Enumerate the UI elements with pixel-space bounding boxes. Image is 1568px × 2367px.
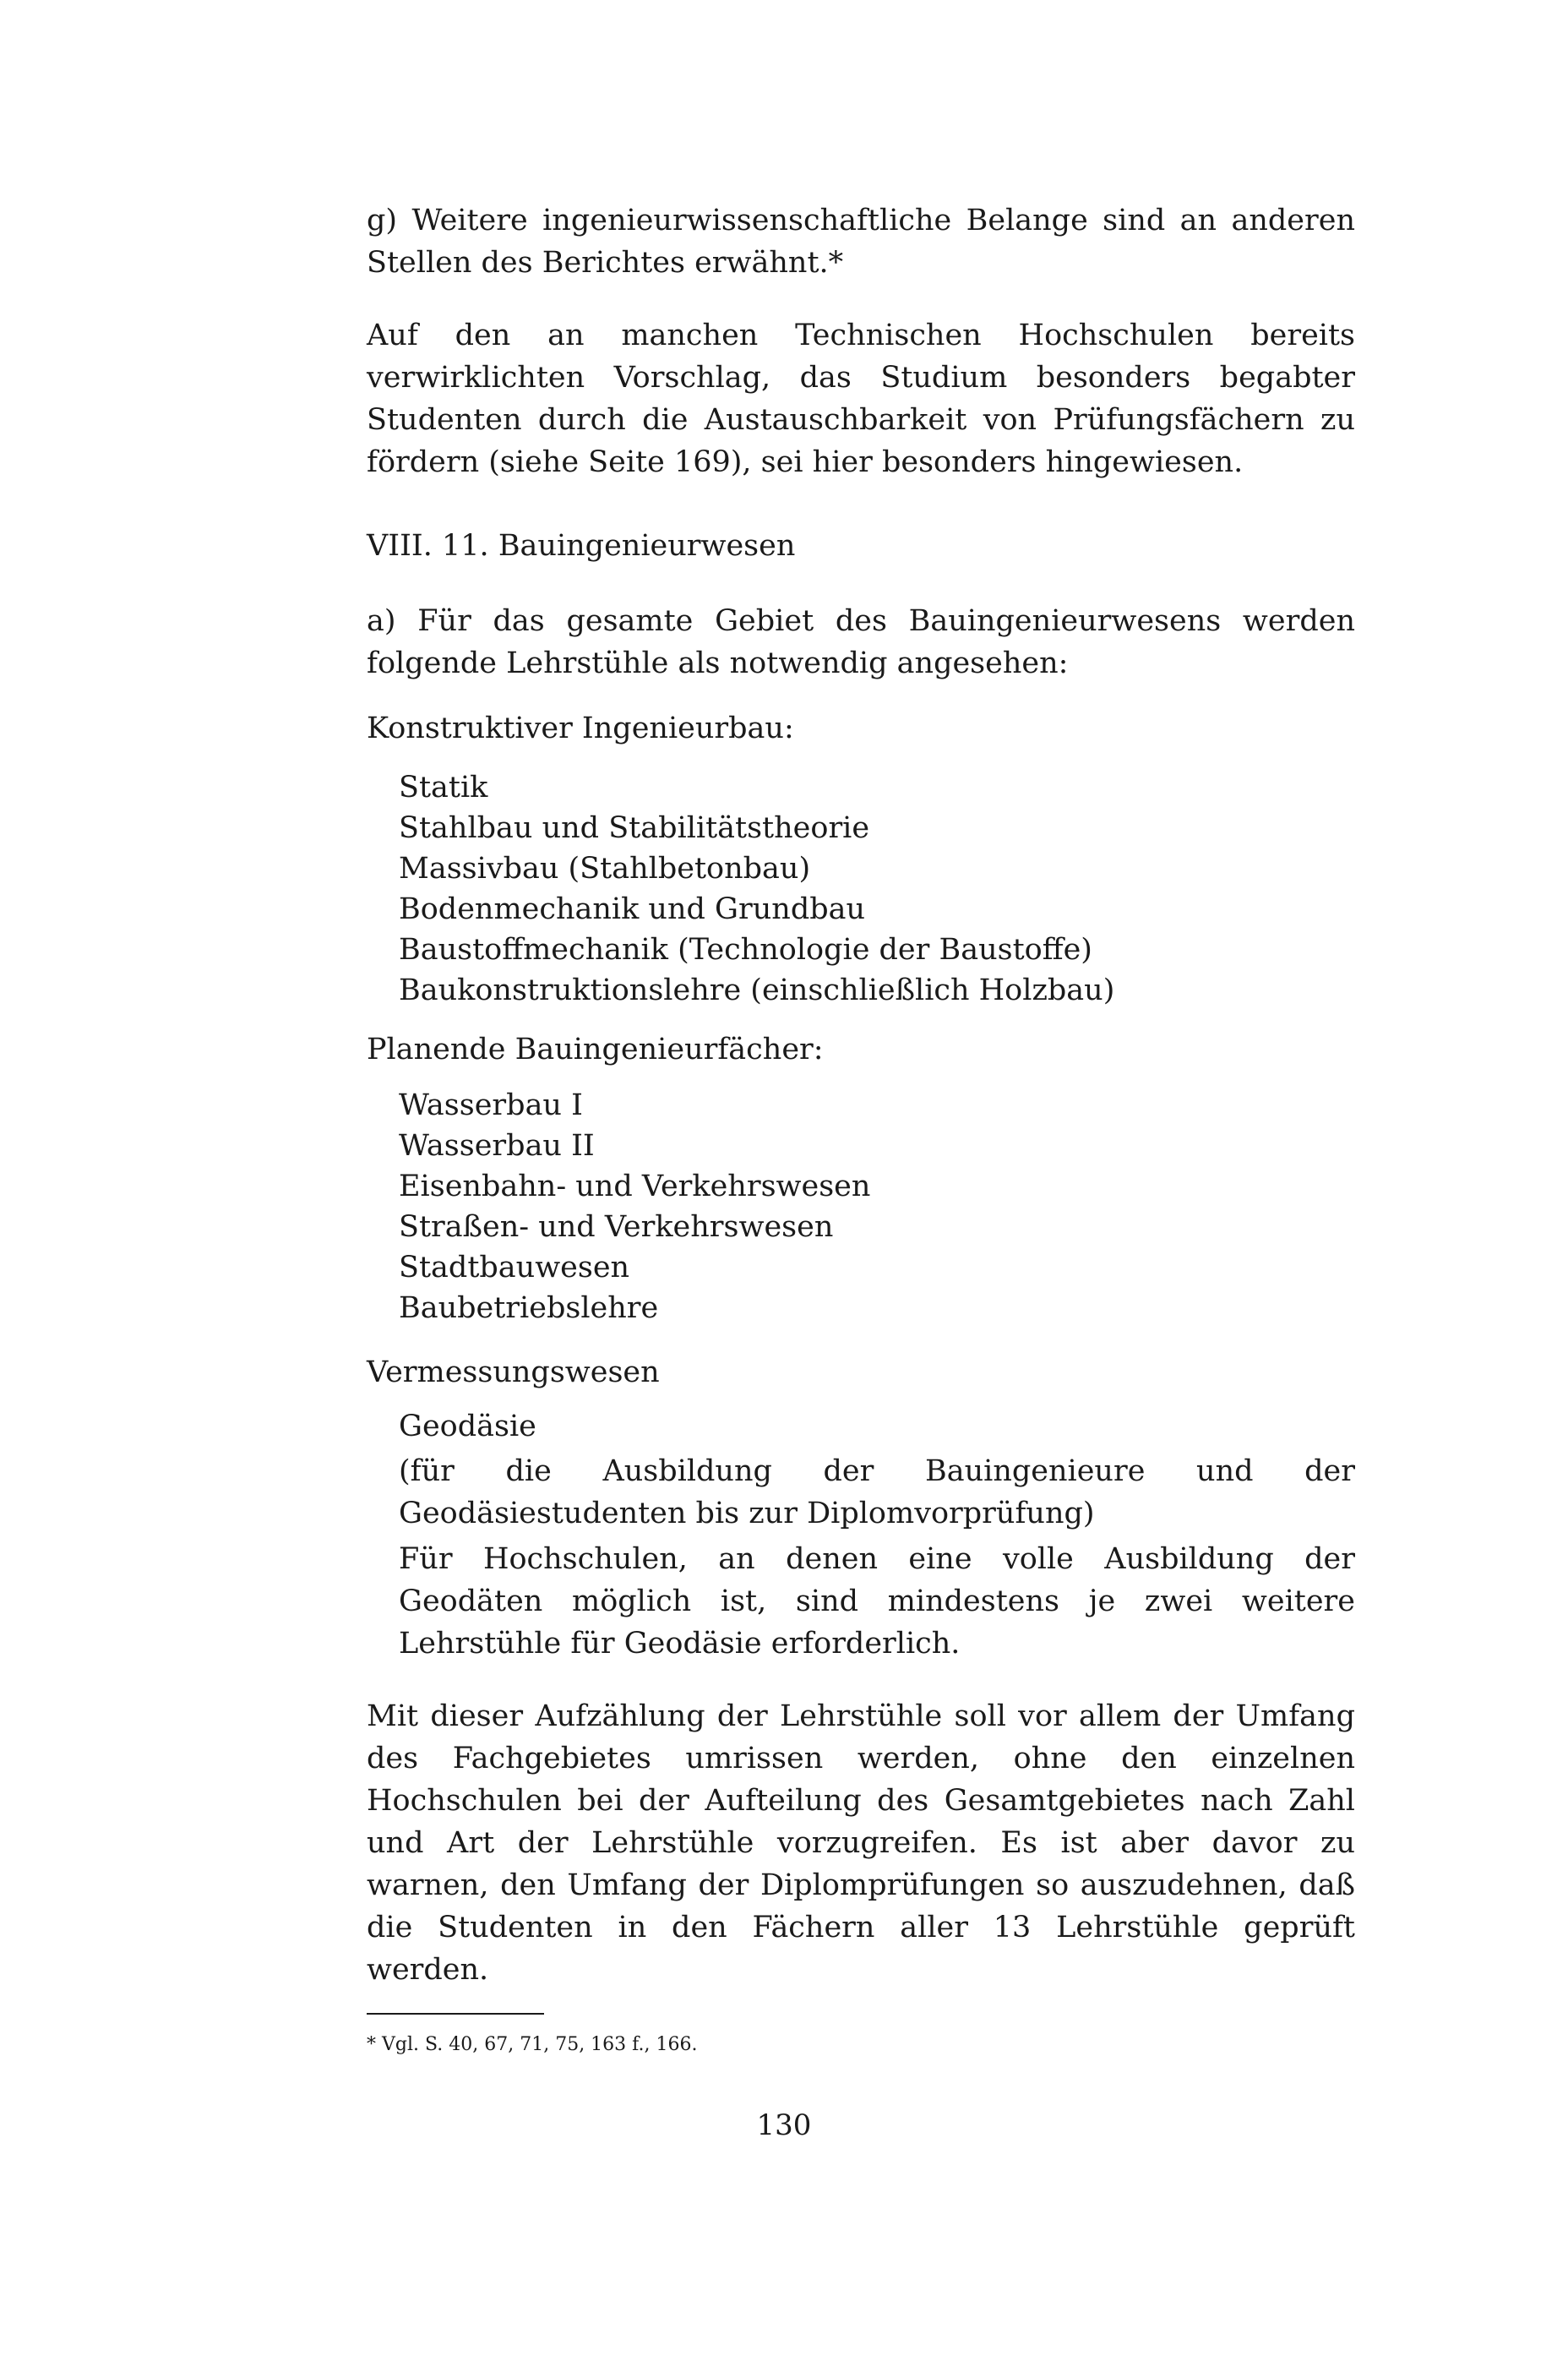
footnote: * Vgl. S. 40, 67, 71, 75, 163 f., 166. — [367, 2034, 698, 2055]
group-label-planend: Planende Bauingenieurfächer: — [367, 1033, 824, 1066]
section-g-paragraph: g) Weitere ingenieurwissenschaftliche Belange sind an anderen Stellen des Berichtes erwähnt.* — [367, 204, 1355, 280]
closing-paragraph: Mit dieser Aufzählung der Lehrstühle soll vor allem der Umfang des Fachgebietes umrissen werden, ohne den einzelnen Hochschulen bei der Aufteilung des Gesamtgebietes nach Zahl und Art der Lehrstühle vorzugreifen. Es ist aber davor zu warnen, den Umfang der Diplomprüfungen so auszudehnen, daß die Studenten in den Fächern aller 13 Lehrstühle geprüft werden. — [367, 1699, 1355, 1987]
section-heading — [367, 529, 795, 563]
geodaesie-note: (für die Ausbildung der Bauingenieure und der Geodäsiestudenten bis zur Diplomvorprüfung) — [399, 1454, 1355, 1530]
section-title: Bauingenieurwesen — [498, 529, 796, 563]
list-item: Eisenbahn- und Verkehrswesen — [399, 1170, 871, 1203]
vorschlag-paragraph: Auf den an manchen Technischen Hochschulen bereits verwirklichten Vorschlag, das Studium besonders begabter Studenten durch die Austauschbarkeit von Prüfungsfächern zu fördern (siehe Seite 169), sei hier besonders hingewiesen. — [367, 319, 1355, 479]
geodaesie-hochschulen: Für Hochschulen, an denen eine volle Ausbildung der Geodäten möglich ist, sind mindestens je zwei weitere Lehrstühle für Geodäsie erforderlich. — [399, 1542, 1355, 1661]
list-item: Wasserbau II — [399, 1129, 595, 1163]
list-item: Stadtbauwesen — [399, 1251, 630, 1284]
list-item: Geodäsie — [399, 1410, 536, 1443]
group-label-konstruktiv: Konstruktiver Ingenieurbau: — [367, 712, 794, 745]
list-item: Wasserbau I — [399, 1088, 583, 1122]
list-item: Baustoffmechanik (Technologie der Baustoffe) — [399, 933, 1092, 967]
list-item: Statik — [399, 771, 488, 804]
list-item: Straßen- und Verkehrswesen — [399, 1210, 834, 1244]
page-number: 130 — [756, 2108, 812, 2142]
list-item: Massivbau (Stahlbetonbau) — [399, 852, 811, 886]
section-number: VIII. 11. — [367, 529, 489, 563]
list-item: Bodenmechanik und Grundbau — [399, 892, 866, 926]
list-item: Baubetriebslehre — [399, 1291, 659, 1325]
list-item: Stahlbau und Stabilitätstheorie — [399, 811, 870, 845]
group-label-vermessung: Vermessungswesen — [367, 1355, 660, 1389]
section-a-paragraph: a) Für das gesamte Gebiet des Bauingenieurwesens werden folgende Lehrstühle als notwendig angesehen: — [367, 604, 1355, 680]
list-item: Baukonstruktionslehre (einschließlich Holzbau) — [399, 974, 1115, 1007]
footnote-divider — [367, 2013, 544, 2015]
